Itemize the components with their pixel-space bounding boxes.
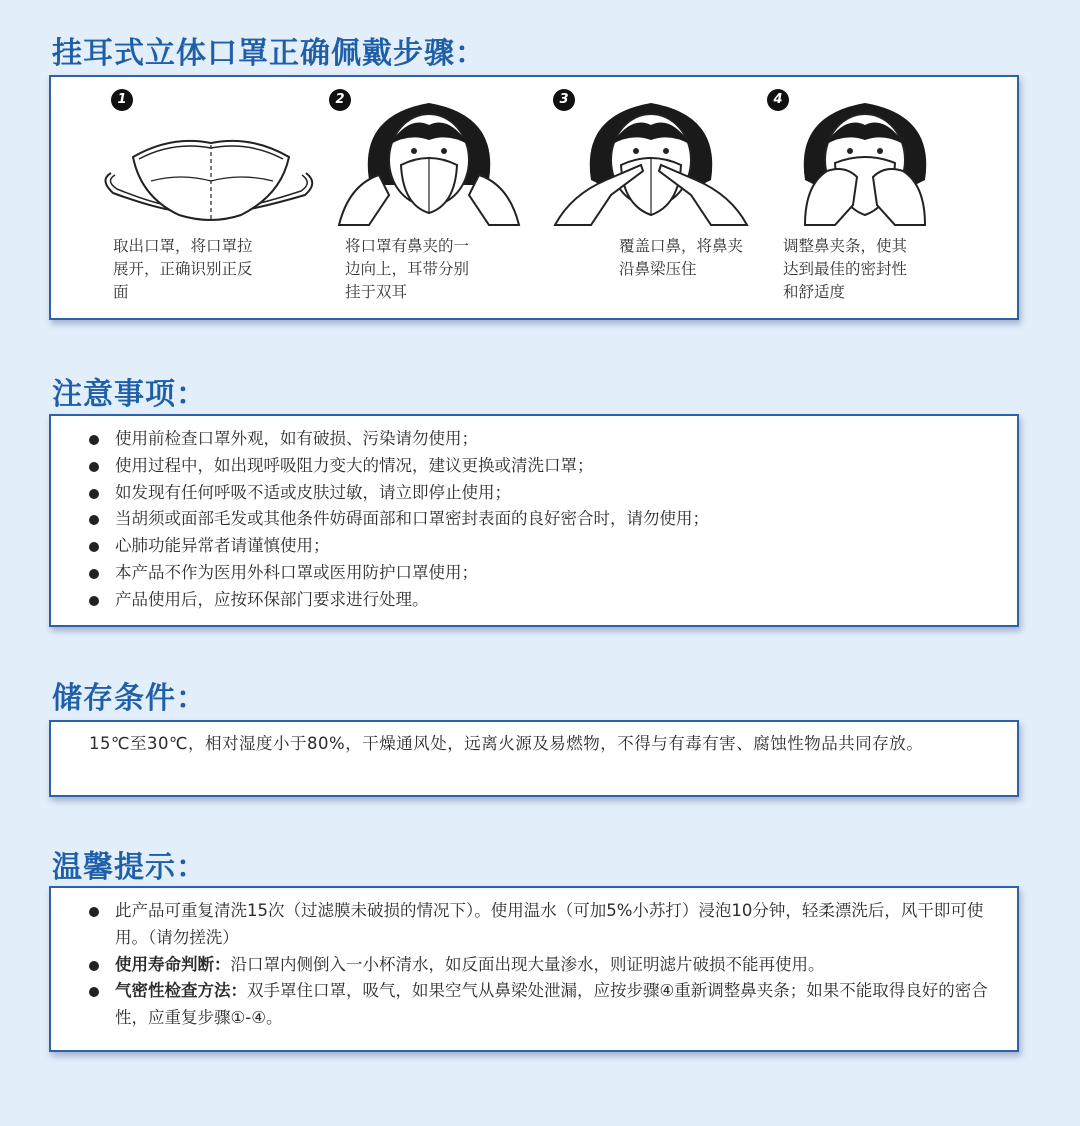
bullet-icon: [89, 569, 99, 579]
list-item: 使用寿命判断：沿口罩内侧倒入一小杯清水，如反面出现大量渗水，则证明滤片破损不能再使用。: [89, 952, 997, 979]
bullet-icon: [89, 462, 99, 472]
tip-label: 气密性检查方法：: [115, 981, 247, 1001]
bullet-icon: [89, 596, 99, 606]
list-item: 气密性检查方法：双手罩住口罩，吸气，如果空气从鼻梁处泄漏，应按步骤④重新调整鼻夹条；如果不能取得良好的密合性，应重复步骤①-④。: [89, 978, 997, 1032]
step-number: 2: [329, 89, 351, 111]
list-item: 本产品不作为医用外科口罩或医用防护口罩使用；: [89, 560, 1017, 587]
bullet-icon: [89, 542, 99, 552]
step-number: 4: [767, 89, 789, 111]
step-text: 调整鼻夹条，使其达到最佳的密封性和舒适度: [783, 237, 908, 301]
bullet-icon: [89, 515, 99, 525]
tips-list: [89, 898, 997, 1032]
step-1: [51, 77, 251, 317]
step-text: 取出口罩，将口罩拉展开，正确识别正反面: [113, 237, 253, 301]
list-item: 产品使用后，应按环保部门要求进行处理。: [89, 587, 1017, 614]
notice-list: [89, 426, 1017, 614]
list-item: 如发现有任何呼吸不适或皮肤过敏，请立即停止使用；: [89, 480, 1017, 507]
step-text: 覆盖口鼻，将鼻夹沿鼻梁压住: [619, 237, 744, 278]
notice-panel: [49, 414, 1019, 627]
list-item: 使用前检查口罩外观，如有破损、污染请勿使用；: [89, 426, 1017, 453]
step-2: [279, 77, 479, 317]
tip-label: 使用寿命判断：: [115, 954, 231, 974]
storage-panel: [49, 720, 1019, 797]
wear-steps-title: 挂耳式立体口罩正确佩戴步骤：: [52, 36, 486, 71]
storage-text: 15℃至30℃，相对湿度小于80%，干燥通风处，远离火源及易燃物，不得与有毒有害、腐蚀性物品共同存放。: [89, 734, 924, 753]
list-item: 使用过程中，如出现呼吸阻力变大的情况，建议更换或清洗口罩；: [89, 453, 1017, 480]
tips-panel: [49, 886, 1019, 1052]
storage-title: 储存条件：: [52, 681, 207, 716]
list-item: 当胡须或面部毛发或其他条件妨碍面部和口罩密封表面的良好密合时，请勿使用；: [89, 506, 1017, 533]
person-hanging-ear-loops-illustration: [329, 85, 529, 235]
bullet-icon: [89, 961, 99, 971]
person-adjusting-nose-clip-illustration: [765, 85, 965, 235]
step-text: 将口罩有鼻夹的一边向上，耳带分别挂于双耳: [345, 237, 470, 301]
list-item: 此产品可重复清洗15次（过滤膜未破损的情况下）。使用温水（可加5%小苏打）浸泡10分钟，轻柔漂洗后，风干即可使用。（请勿搓洗）: [89, 898, 997, 952]
step-number: 1: [111, 89, 133, 111]
list-item: 心肺功能异常者请谨慎使用；: [89, 533, 1017, 560]
bullet-icon: [89, 907, 99, 917]
bullet-icon: [89, 987, 99, 997]
bullet-icon: [89, 489, 99, 499]
notice-title: 注意事项：: [52, 377, 207, 412]
bullet-icon: [89, 435, 99, 445]
step-4: [721, 77, 921, 317]
tips-title: 温馨提示：: [52, 850, 207, 885]
step-3: [501, 77, 744, 317]
step-number: 3: [553, 89, 575, 111]
wear-steps-panel: [49, 75, 1019, 320]
